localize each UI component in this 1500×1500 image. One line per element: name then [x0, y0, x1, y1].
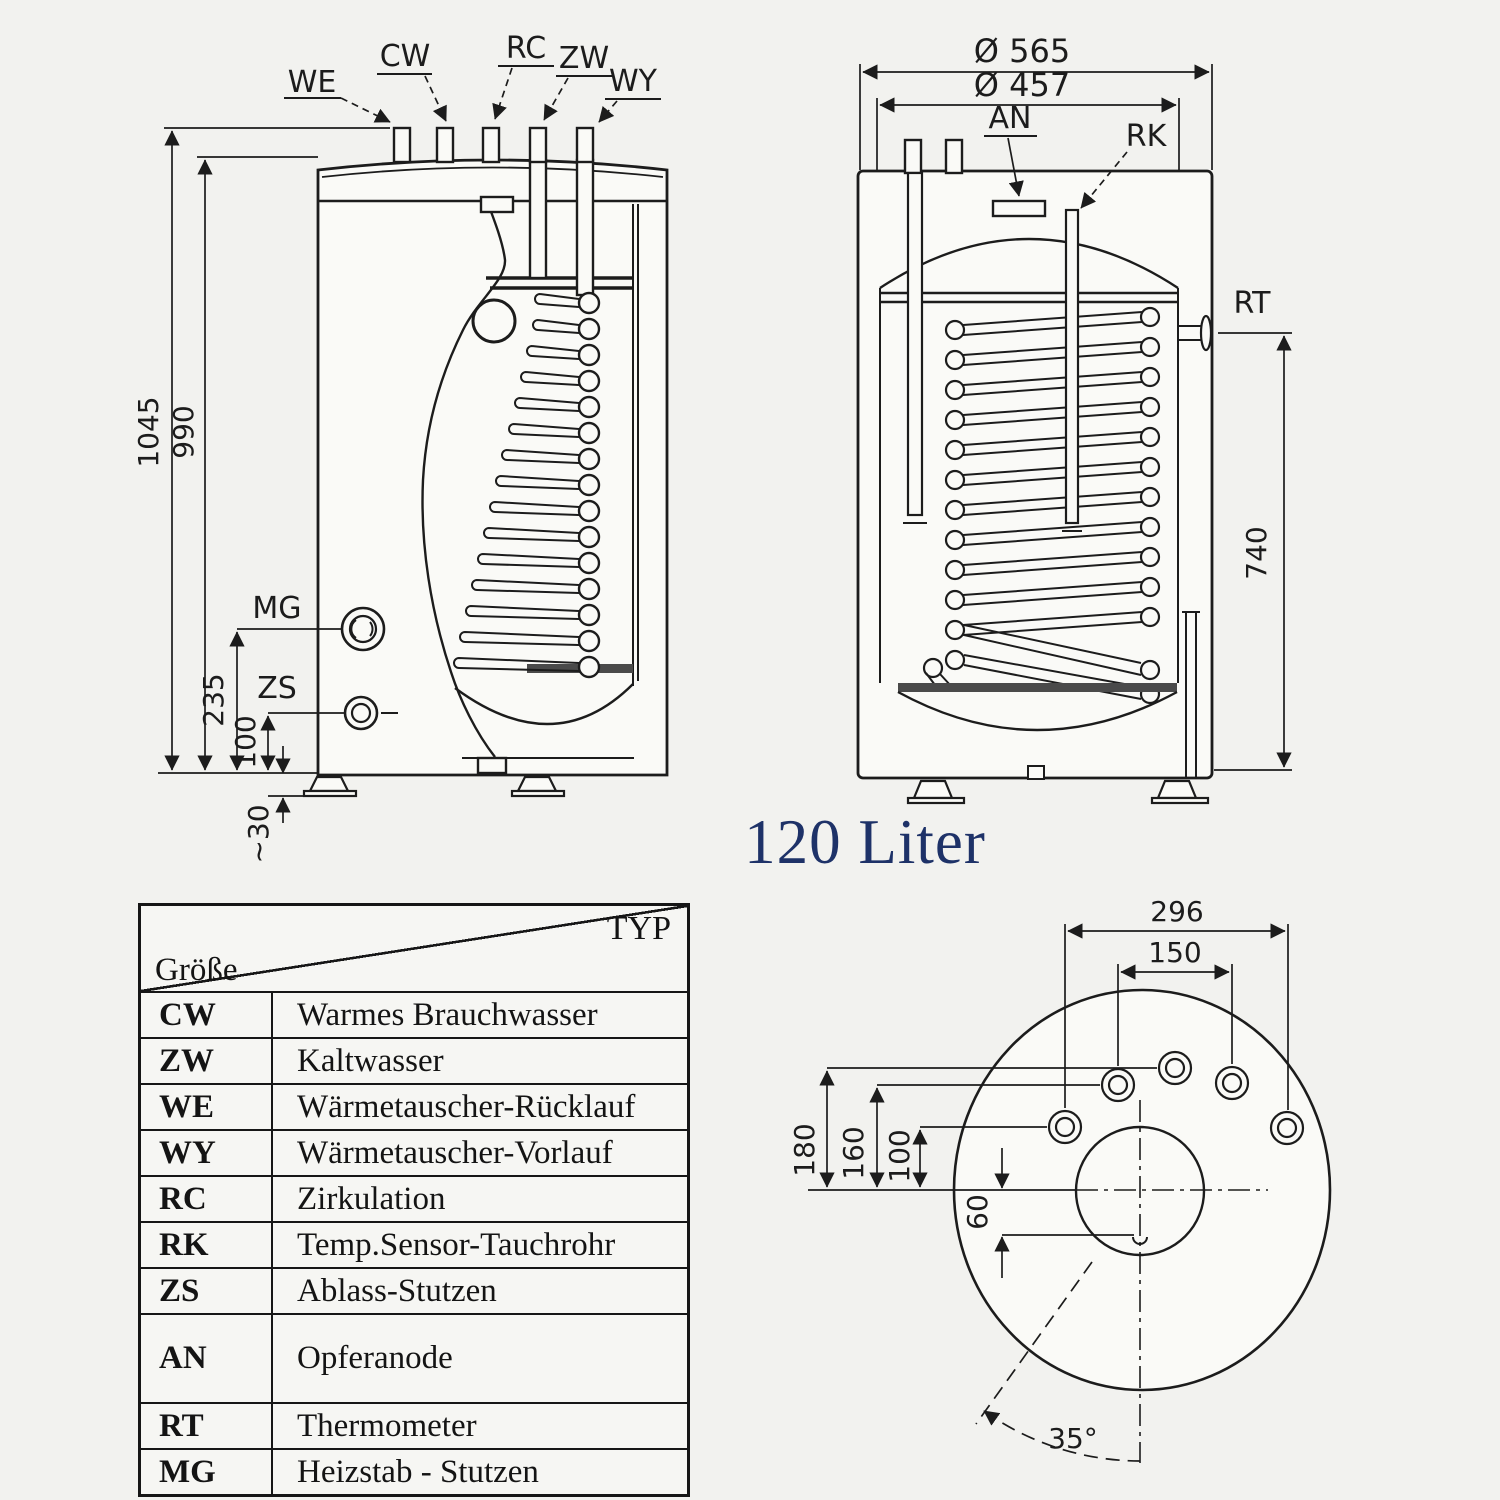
hole-cw: [1102, 1069, 1134, 1101]
legend-header: [141, 906, 687, 991]
legend-table: [138, 903, 690, 1497]
dim-label-60: 60: [961, 1194, 994, 1230]
volume-title: 120 Liter: [744, 807, 986, 877]
legend-desc: Warmes Brauchwasser: [271, 993, 687, 1037]
legend-code: CW: [159, 996, 216, 1033]
wy-pipe: [577, 128, 593, 162]
rc-pipe-elbow: [481, 197, 513, 212]
port-label-wy: WY: [609, 64, 657, 99]
dim-label-100-top: 100: [883, 1129, 916, 1183]
port-label-rc: RC: [505, 31, 547, 66]
dim-label-740: 740: [1240, 526, 1273, 580]
mg-fitting: [342, 608, 384, 650]
dim-label-100-front: 100: [229, 715, 262, 769]
legend-header-size: Größe: [155, 952, 238, 988]
front-tank-outline: [318, 160, 667, 775]
zw-inner-pipe: [530, 160, 546, 278]
port-label-an: AN: [988, 101, 1032, 136]
legend-desc: Thermometer: [271, 1404, 687, 1448]
port-label-mg: MG: [252, 591, 302, 626]
dim-label-180: 180: [788, 1123, 821, 1177]
legend-desc: Temp.Sensor-Tauchrohr: [271, 1223, 687, 1267]
dim-label-990: 990: [167, 405, 200, 459]
legend-row-rk: [141, 1221, 687, 1267]
legend-row-rt: [141, 1402, 687, 1448]
hole-we: [1049, 1111, 1081, 1143]
dim-label-outer-diameter: Ø 565: [973, 32, 1071, 70]
legend-row-zs: [141, 1267, 687, 1313]
top-view: [788, 895, 1330, 1463]
sight-glass: [473, 300, 515, 342]
port-label-rt: RT: [1233, 286, 1271, 321]
legend-desc: Wärmetauscher-Vorlauf: [271, 1131, 687, 1175]
legend-code: ZW: [159, 1042, 215, 1079]
legend-row-cw: [141, 991, 687, 1037]
legend-code: WE: [159, 1088, 215, 1125]
port-label-zw: ZW: [558, 41, 610, 76]
dim-label-1045: 1045: [132, 396, 165, 468]
front-view: [132, 31, 667, 864]
legend-desc: Wärmetauscher-Rücklauf: [271, 1085, 687, 1129]
port-label-we: WE: [287, 65, 337, 100]
legend-row-zw: [141, 1037, 687, 1083]
zw-pipe: [530, 128, 546, 162]
legend-code: ZS: [159, 1272, 200, 1309]
legend-header-type: TYP: [606, 910, 671, 947]
dim-label-235: 235: [197, 673, 230, 727]
hole-wy: [1271, 1112, 1303, 1144]
hole-rc: [1159, 1052, 1191, 1084]
dim-label-tank-diameter: Ø 457: [973, 66, 1071, 104]
rc-pipe: [483, 128, 499, 162]
legend-desc: Ablass-Stutzen: [271, 1269, 687, 1313]
port-label-cw: CW: [379, 39, 431, 74]
legend-row-mg: [141, 1448, 687, 1494]
dim-label-150: 150: [1148, 936, 1202, 969]
top-stubs: [905, 140, 962, 173]
dim-label-296: 296: [1150, 895, 1204, 928]
legend-row-wy: [141, 1129, 687, 1175]
front-feet: [304, 777, 564, 796]
legend-row-rc: [141, 1175, 687, 1221]
port-label-zs: ZS: [257, 671, 297, 706]
side-feet: [908, 781, 1208, 803]
legend-desc: Heizstab - Stutzen: [271, 1450, 687, 1494]
legend-row-we: [141, 1083, 687, 1129]
legend-code: RK: [159, 1226, 209, 1263]
side-view: [858, 32, 1292, 803]
hole-zw: [1216, 1067, 1248, 1099]
legend-code: MG: [159, 1453, 216, 1490]
cw-pipe: [437, 128, 453, 162]
legend-desc: Zirkulation: [271, 1177, 687, 1221]
port-label-rk: RK: [1125, 119, 1167, 154]
wy-inner-pipe: [577, 160, 593, 295]
anode-flange: [993, 201, 1045, 216]
legend-code: RC: [159, 1180, 207, 1217]
dim-label-35deg: 35°: [1048, 1422, 1098, 1455]
dim-label-30: ~30: [242, 804, 275, 864]
legend-code: WY: [159, 1134, 216, 1171]
dim-label-160: 160: [837, 1126, 870, 1180]
we-pipe: [394, 128, 410, 162]
legend-code: AN: [159, 1340, 207, 1376]
legend-code: RT: [159, 1407, 204, 1444]
legend-desc: Kaltwasser: [271, 1039, 687, 1083]
legend-row-an: [141, 1313, 687, 1402]
legend-desc: Opferanode: [271, 1315, 687, 1402]
sensor-tube: [1062, 210, 1082, 531]
